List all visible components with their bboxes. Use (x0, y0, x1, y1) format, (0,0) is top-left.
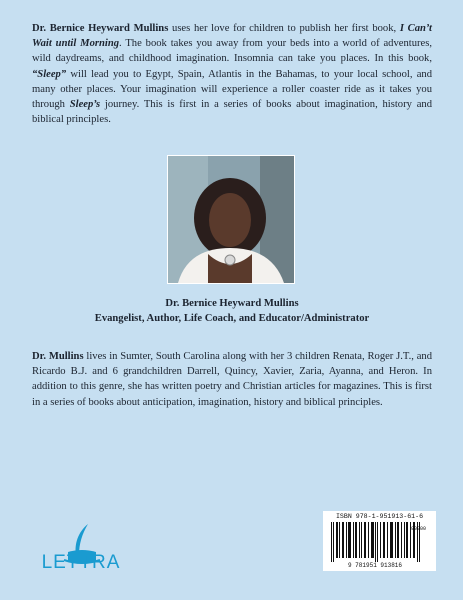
author-portrait-image (168, 156, 294, 283)
sleep-quote: “Sleep” (32, 68, 67, 80)
intro-text-3: will lead you to Egypt, Spain, Atlantis in the Bahamas, to your local school, and many other places. Your imagination will experience a roller coaster ride as it takes you through (32, 68, 432, 111)
isbn-label: ISBN 978-1-951913-61-6 (335, 513, 424, 520)
author-photo (167, 155, 295, 284)
caption-roles: Evangelist, Author, Life Coach, and Educator/Administrator (94, 313, 370, 324)
intro-text-2: . The book takes you away from your beds into a world of adventures, wild daydreams, and childhood imagination. Insomnia can take you places. In this book, (32, 38, 432, 65)
price-code: 90000 (410, 526, 426, 532)
publisher-name: LETTRA (41, 552, 121, 573)
book-title: I Can’t Wait until Morning (32, 23, 432, 50)
author-name: Dr. Bernice Heyward Mullins (32, 23, 169, 34)
barcode-digits: 9 781951 913816 (347, 562, 403, 568)
intro-paragraph (32, 21, 432, 127)
intro-text-1: uses her love for children to publish her first book, (168, 23, 400, 34)
intro-text-4: journey. This is first in a series of books about imagination, history and biblical principles. (32, 99, 432, 126)
barcode-bars (327, 522, 432, 568)
caption-name: Dr. Bernice Heyward Mullins (165, 298, 299, 309)
bio-lead: Dr. Mullins (32, 351, 84, 362)
bio-paragraph (32, 349, 432, 410)
bio-text: lives in Sumter, South Carolina along with her 3 children Renata, Roger J.T., and Ricardo B.J. and 6 grandchildren Darrell, Quincy, Xavier, Zaria, Ayanna, and Heron. In addition to this genre, she has written poetry and Christian articles for magazines. This is first in a series of books about anticipation, imagination, history and biblical principles. (32, 351, 432, 408)
sleeps-word: Sleep’s (69, 99, 101, 111)
photo-caption (32, 296, 432, 326)
isbn-barcode (323, 511, 436, 571)
